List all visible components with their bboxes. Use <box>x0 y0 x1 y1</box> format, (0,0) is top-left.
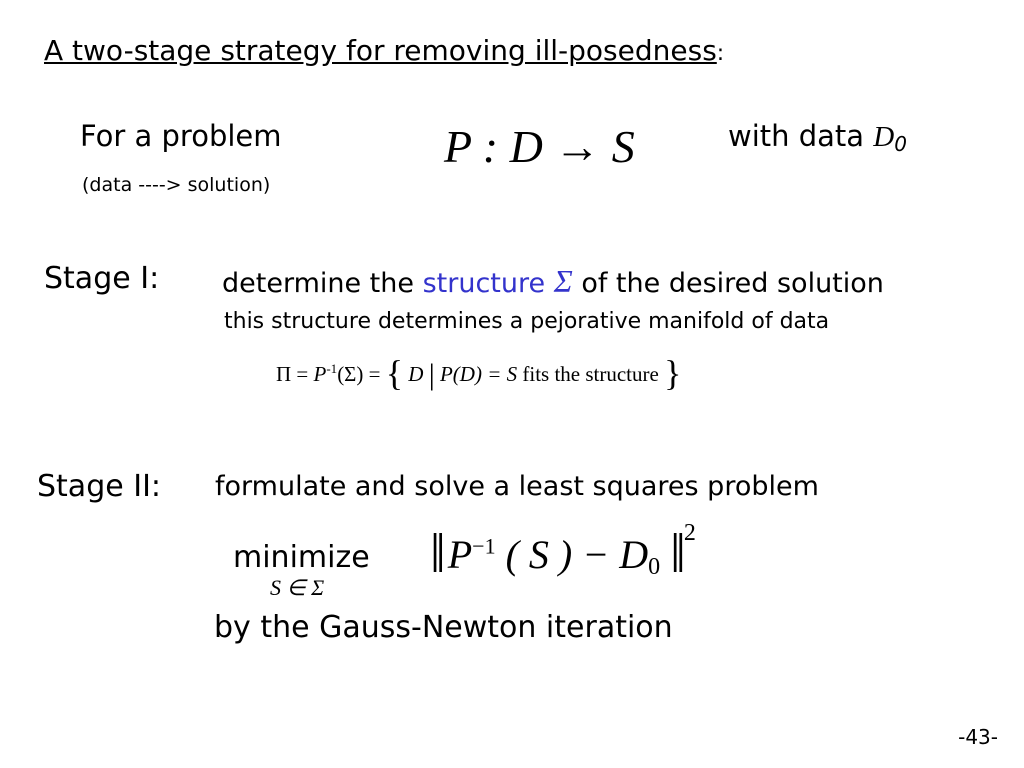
title-text: A two-stage strategy for removing ill-posedness <box>44 34 717 67</box>
open-brace: { <box>385 353 404 393</box>
stage1-description <box>222 263 884 300</box>
pi-condition: P(D) = S <box>439 362 518 386</box>
mapping-formula: P : D → S <box>444 121 635 172</box>
norm-close: ‖ <box>670 523 678 585</box>
minimize-constraint: S ∈ Σ <box>270 575 325 600</box>
data-solution-note: (data ----> solution) <box>82 174 271 196</box>
slide-title <box>44 34 724 67</box>
for-problem-text: For a problem <box>80 119 282 153</box>
norm-open: ‖ <box>430 523 438 585</box>
manifold-note: this structure determines a pejorative manifold of data <box>224 309 830 334</box>
title-colon: : <box>716 41 725 66</box>
sigma-symbol: Σ <box>553 263 573 299</box>
stage1-label: Stage I: <box>44 261 160 296</box>
stage1-desc-suffix: of the desired solution <box>581 268 884 299</box>
pi-formula <box>276 352 681 394</box>
objective-formula <box>430 520 696 586</box>
d0-symbol: D <box>873 121 895 153</box>
gauss-newton-text: by the Gauss-Newton iteration <box>214 610 673 645</box>
pi-inverse: -1 <box>326 361 338 376</box>
objective-inverse: −1 <box>472 533 496 559</box>
stage1-desc-prefix: determine the <box>222 268 414 299</box>
pi-p: P <box>313 362 327 386</box>
minimize-text: minimize <box>233 540 370 575</box>
objective-p: P <box>447 532 473 577</box>
set-bar: | <box>428 358 435 391</box>
pi-sigma-arg: (Σ) = <box>337 362 386 386</box>
stage2-label: Stage II: <box>37 469 162 504</box>
objective-subscript: 0 <box>648 554 661 580</box>
pi-d: D <box>408 362 424 386</box>
pi-lhs: Π = <box>276 362 314 386</box>
objective-arg: ( S ) − D <box>505 532 649 577</box>
stage2-description: formulate and solve a least squares problem <box>215 471 819 502</box>
structure-keyword: structure <box>422 268 546 299</box>
pi-text: fits the structure <box>522 362 659 386</box>
with-data-label: with data <box>728 119 865 153</box>
objective-power: 2 <box>683 520 696 546</box>
close-brace: } <box>664 353 682 393</box>
with-data-text <box>728 119 907 156</box>
d0-subscript: 0 <box>894 132 907 156</box>
page-number: -43- <box>958 725 998 749</box>
